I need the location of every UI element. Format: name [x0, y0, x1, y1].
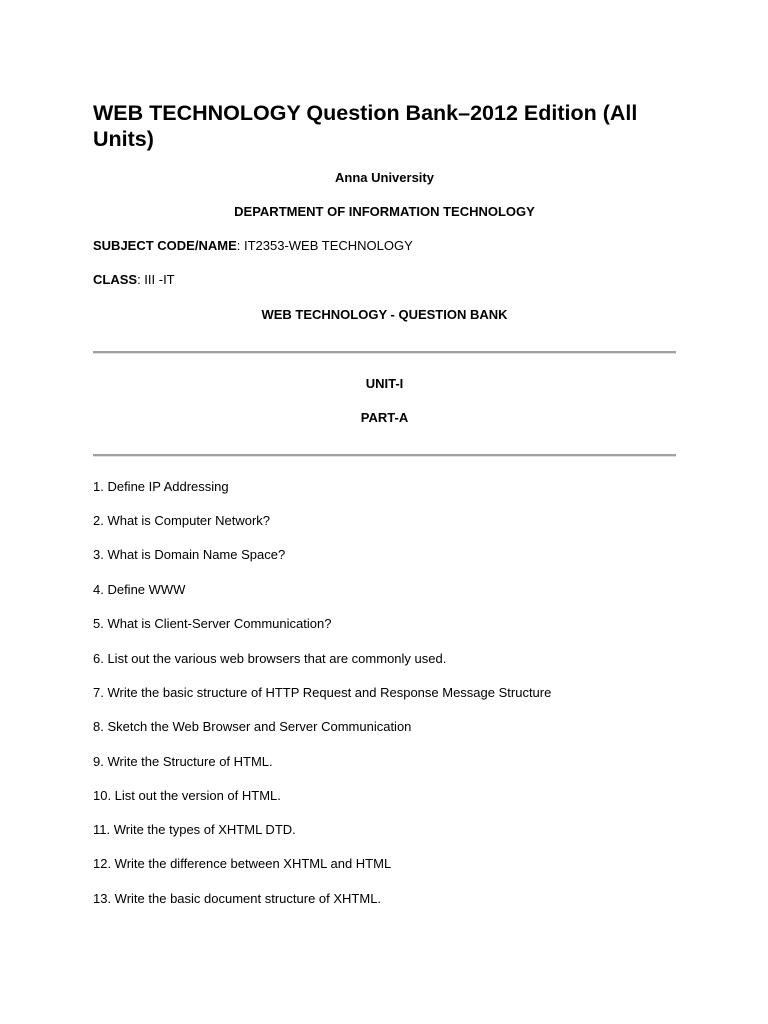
divider-bottom: [93, 454, 676, 457]
class-value: : III -IT: [137, 272, 175, 287]
question-item: 5. What is Client-Server Communication?: [93, 616, 332, 631]
subject-label: SUBJECT CODE/NAME: [93, 238, 237, 253]
divider-top: [93, 351, 676, 354]
subject-line: [93, 238, 413, 254]
question-item: 3. What is Domain Name Space?: [93, 547, 286, 562]
question-item: 7. Write the basic structure of HTTP Request and Response Message Structure: [93, 685, 552, 700]
question-item: 10. List out the version of HTML.: [93, 788, 281, 803]
question-item: 8. Sketch the Web Browser and Server Communication: [93, 719, 412, 734]
question-item: 2. What is Computer Network?: [93, 513, 271, 528]
document-title: WEB TECHNOLOGY Question Bank–2012 Edition (All Units): [93, 101, 638, 151]
question-bank-heading: WEB TECHNOLOGY - QUESTION BANK: [261, 307, 508, 322]
subject-value: : IT2353-WEB TECHNOLOGY: [236, 238, 413, 253]
question-item: 1. Define IP Addressing: [93, 479, 229, 494]
question-item: 6. List out the various web browsers that are commonly used.: [93, 651, 447, 666]
question-item: 12. Write the difference between XHTML and HTML: [93, 856, 392, 871]
question-item: 9. Write the Structure of HTML.: [93, 754, 273, 769]
class-label: CLASS: [93, 272, 138, 287]
university-name: Anna University: [335, 170, 434, 185]
department-name: DEPARTMENT OF INFORMATION TECHNOLOGY: [234, 204, 535, 219]
question-item: 11. Write the types of XHTML DTD.: [93, 822, 296, 837]
question-item: 4. Define WWW: [93, 582, 186, 597]
question-item: 13. Write the basic document structure of XHTML.: [93, 891, 382, 906]
unit-heading: UNIT-I: [365, 376, 404, 391]
class-line: [93, 272, 175, 288]
part-heading: PART-A: [360, 410, 409, 425]
